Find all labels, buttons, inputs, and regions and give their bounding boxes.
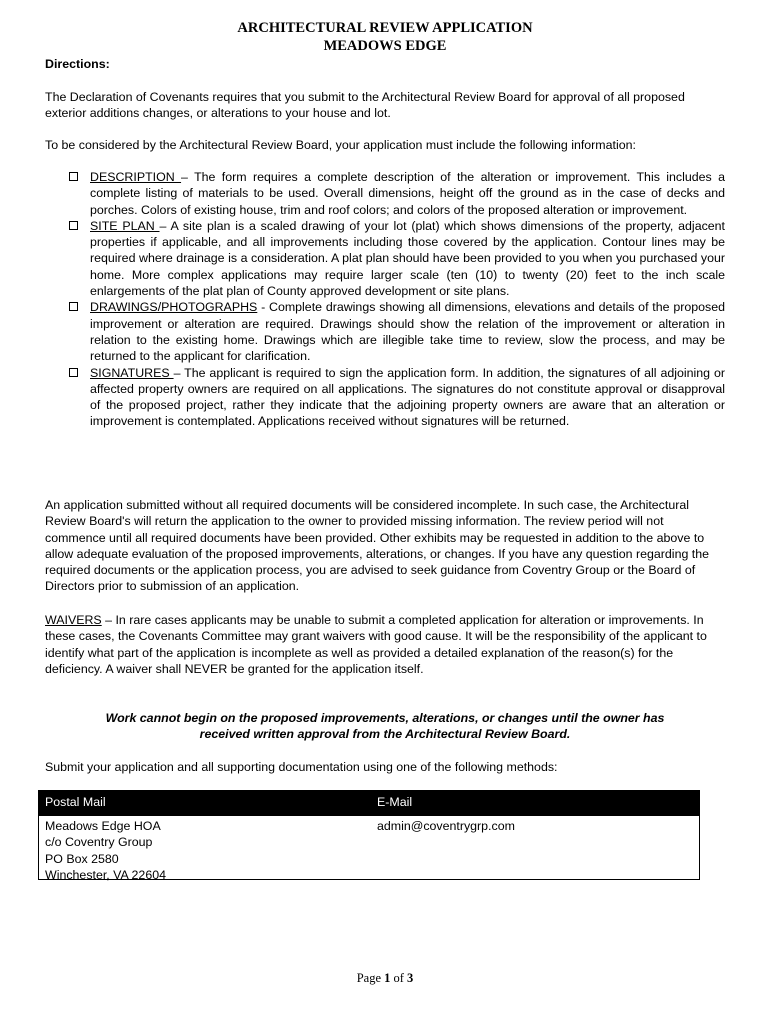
waivers-paragraph — [45, 612, 715, 677]
requirement-text: – A site plan is a scaled drawing of your lot (plat) which shows dimensions of the property, adjacent properties if applicable, and all improvements including those covered by the application. Contour lines may be required where drainage is a consideration. A plat plan should have been provided to you when you purchased your home. More complex applications may require larger scale (ten (10) to twenty (20) feet to the inch scale enlargements of the plat plan of County approved development or site plans. — [90, 218, 726, 299]
postal-mail-header: Postal Mail — [45, 795, 106, 809]
requirement-text: – The applicant is required to sign the application form. In addition, the signatures of all adjoining or affected property owners are required on all applications. The signatures do not constitute approval or disapproval of the proposed project, rather they indicate that the adjoining property owners are aware that an alteration or improvement is contemplated. Applications received without signatures will be returned. — [90, 365, 725, 429]
requirement-term: SIGNATURES — [90, 365, 174, 380]
approval-notice-line: received written approval from the Architectural Review Board. — [199, 727, 571, 742]
address-line: c/o Coventry Group — [45, 835, 153, 850]
requirements-checklist — [67, 169, 725, 430]
requirement-item-description — [67, 169, 725, 218]
waivers-term: WAIVERS — [45, 613, 102, 627]
checkbox-icon — [69, 302, 78, 311]
table-header-row — [39, 791, 699, 816]
waivers-text: – In rare cases applicants may be unable to submit a completed application for alteration or improvements. In these cases, the Covenants Committee may grant waivers with good cause. It will be the responsibility of the applicant to identify what part of the application is incomplete as well as provided a detailed explanation of the reason(s) for the deficiency. A waiver shall NEVER be granted for the application itself. — [45, 613, 707, 676]
checkbox-icon — [69, 368, 78, 377]
page-number: Page 1 of 3 — [356, 971, 414, 985]
document-title: ARCHITECTURAL REVIEW APPLICATION — [237, 20, 533, 36]
address-line: Winchester, VA 22604 — [45, 867, 166, 882]
email-address[interactable]: admin@coventrygrp.com — [377, 819, 515, 833]
email-header: E-Mail — [377, 795, 413, 809]
incomplete-application-paragraph: An application submitted without all required documents will be considered incomplete. In such case, the Architectural Review Board's will return the application to the owner to provided missing information. The review period will not commence until all required documents have been provided. Other exhibits may be requested in addition to the above to allow adequate evaluation of the proposed improvements, alterations, or changes. If you have any question regarding the required documents or the application process, you are advised to seek guidance from Coventry Group or the Board of Directors prior to submission of an application. — [45, 498, 710, 594]
requirement-item-site-plan — [67, 218, 725, 299]
directions-label: Directions: — [45, 57, 110, 71]
checkbox-icon — [69, 221, 78, 230]
requirement-text: - Complete drawings showing all dimensions, elevations and details of the proposed improvement or alteration are required. Drawings should show the relation of the improvement or alteration in relation to the existing home. Drawings which are illegible take time to review, slow the process, and may be returned to the applicant for clarification. — [90, 300, 725, 364]
requirement-text: – The form requires a complete description of the alteration or improvement. This includes a complete listing of materials to be used. Overall dimensions, height off the ground as in the case of decks and porches. Colors of existing house, trim and roof colors; and colors of the proposed alteration or improvement. — [90, 170, 725, 217]
document-subtitle: MEADOWS EDGE — [323, 38, 447, 54]
address-line: PO Box 2580 — [45, 851, 119, 866]
requirement-item-signatures — [67, 365, 725, 430]
requirement-item-drawings — [67, 299, 725, 364]
intro-paragraph: The Declaration of Covenants requires that you submit to the Architectural Review Board for approval of all proposed exterior additions changes, or alterations to your house and lot. — [45, 90, 685, 121]
requirement-term: SITE PLAN — [90, 218, 160, 233]
requirement-term: DESCRIPTION — [90, 170, 182, 184]
requirement-term: DRAWINGS/PHOTOGRAPHS — [90, 300, 258, 315]
requirements-intro: To be considered by the Architectural Review Board, your application must include the following information: — [45, 138, 636, 152]
postal-address — [45, 818, 166, 883]
submission-methods-table — [38, 790, 700, 880]
submit-instructions: Submit your application and all supporting documentation using one of the following methods: — [45, 760, 558, 774]
address-line: Meadows Edge HOA — [45, 819, 161, 833]
approval-notice-line: Work cannot begin on the proposed improvements, alterations, or changes until the owner has — [105, 711, 665, 725]
approval-notice — [45, 710, 725, 743]
checkbox-icon — [69, 172, 78, 181]
